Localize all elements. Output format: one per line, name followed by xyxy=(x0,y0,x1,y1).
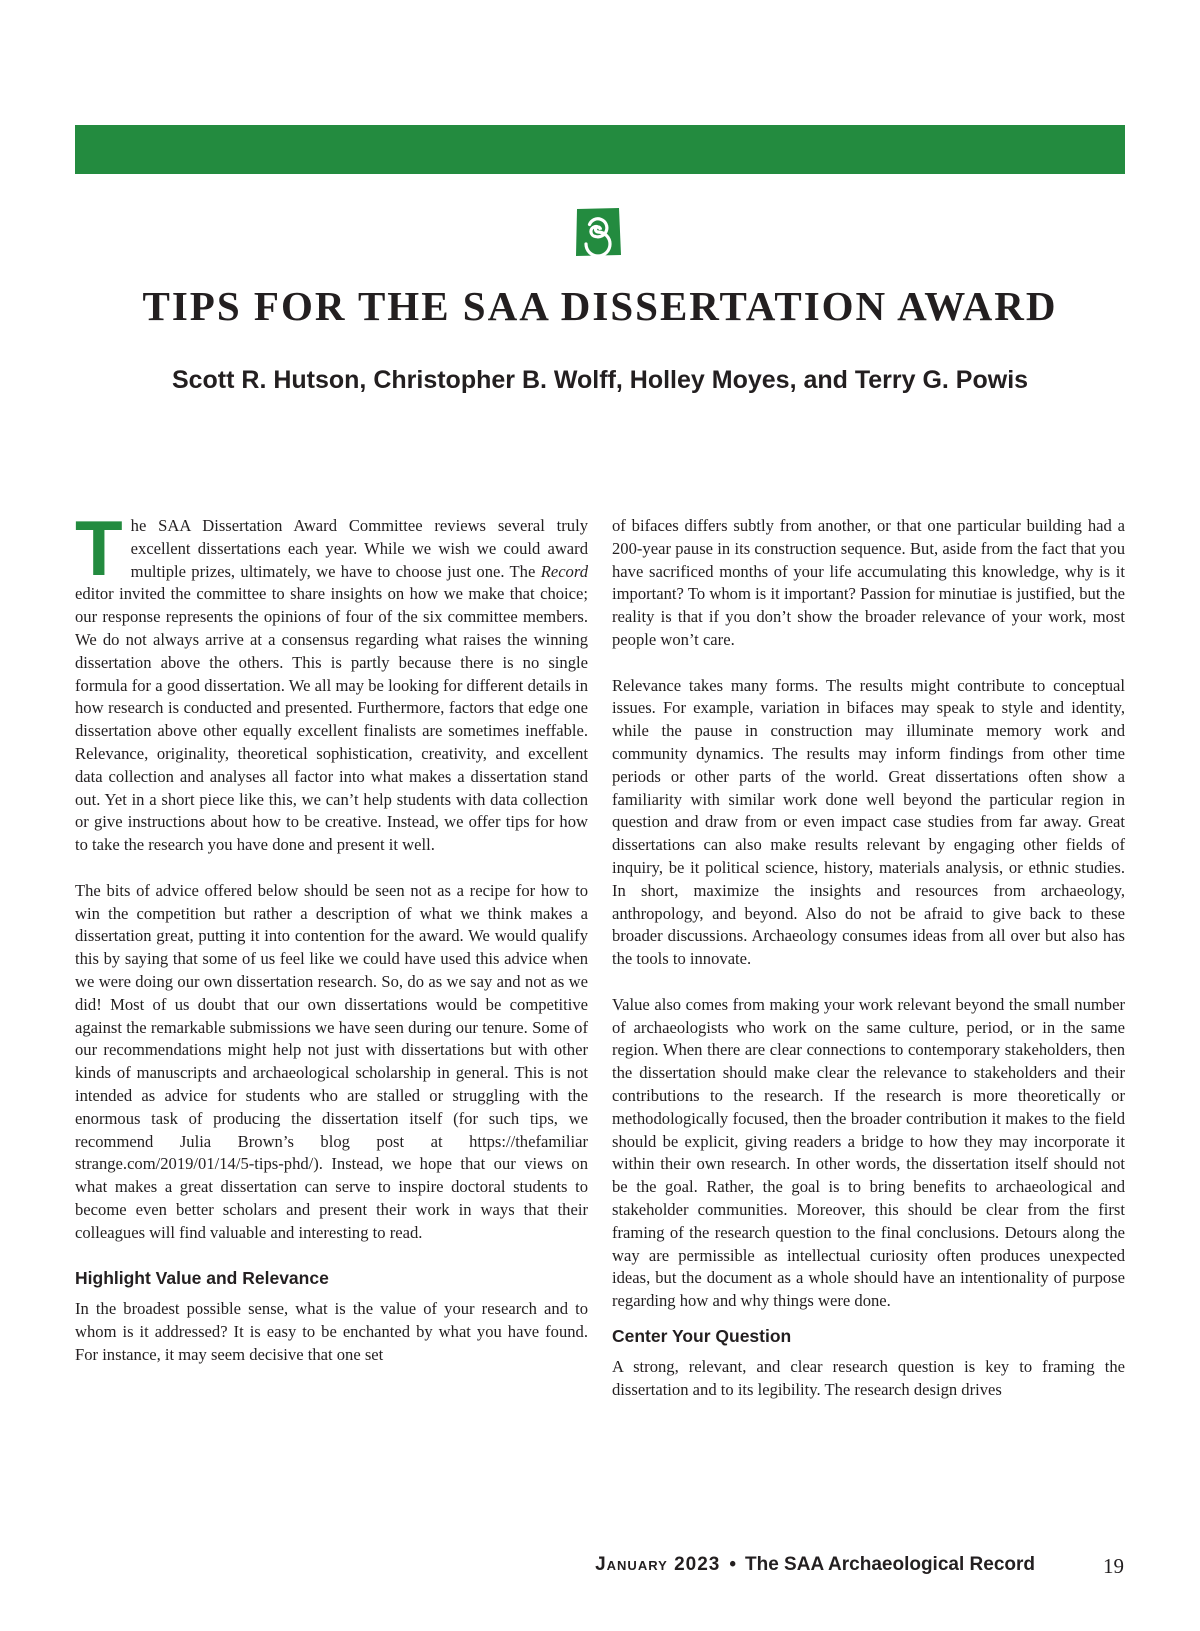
page-number: 19 xyxy=(1103,1554,1124,1578)
record-italic: Record xyxy=(540,561,588,581)
article-authors: Scott R. Hutson, Christopher B. Wolff, Holley Moyes, and Terry G. Powis xyxy=(171,366,1029,394)
body-paragraph: of bifaces differs subtly from another, or that one particular building had a 200-year pause in its construction sequence. But, aside from the fact that you have sacrificed months of your life accumulating this knowledge, why is it important? To whom is it important? Passion for minutiae is justified, but the reality is that if you don’t show the broader relevance of your work, most people won’t care. xyxy=(612,516,1125,649)
footer-issue-date: January 2023 xyxy=(595,1554,721,1575)
footer-bullet: • xyxy=(729,1554,736,1575)
body-paragraph: Relevance takes many forms. The results might contribute to conceptual issues. For example, variation in bifaces may speak to style and identity, while the pause in construction may illuminate memory work and community dynamics. The results may inform findings from other time periods or other parts of the world. Great dissertations often show a familiarity with similar work done well beyond the particular region in question and draw from or even impact case studies from far away. Great dissertations can also make results relevant by engaging other fields of inquiry, be it political science, history, materials analysis, or ethnic studies. In short, maximize the insights and resources from archaeology, anthropology, and beyond. Also do not be afraid to give back to these broader discussions. Archaeology consumes ideas from all over but also has the tools to innovate. xyxy=(612,675,1125,969)
body-paragraph: In the broadest possible sense, what is the value of your research and to whom is it addressed? It is easy to be enchanted by what you have found. For instance, it may seem decisive that one set xyxy=(75,1299,588,1364)
drop-cap: T xyxy=(75,504,123,592)
right-column xyxy=(612,515,1125,1401)
header-accent-bar xyxy=(75,125,1125,174)
section-heading-center-question: Center Your Question xyxy=(612,1325,792,1346)
body-paragraph: A strong, relevant, and clear research question is key to framing the dissertation and to its legibility. The research design drives xyxy=(612,1356,1125,1399)
left-column xyxy=(75,504,588,1367)
section-heading-value-relevance: Highlight Value and Relevance xyxy=(75,1268,329,1289)
body-paragraph: Value also comes from making your work relevant beyond the small number of archaeologists who work on the same culture, period, or in the same region. When there are clear connections to contemporary stakeholders, then the dissertation should make clear the relevance to stakeholders and their contributions to the research. If the research is more theoretically or methodologically focused, then the broader contribution it makes to the field should be explicit, giving readers a bridge to how they may incorporate it within their own research. In other words, the dissertation itself should not be the goal. Rather, the goal is to bring benefits to archaeological and stakeholder communities. Moreover, this should be clear from the first framing of the research question to the final conclusions. Detours along the way are permissible as intellectual curiosity often produces unexpected ideas, but the document as a whole should have an intentionality of purpose regarding how and why things were done. xyxy=(612,994,1125,1311)
footer-journal-name: The SAA Archaeological Record xyxy=(745,1554,1035,1575)
article-title: TIPS FOR THE SAA DISSERTATION AWARD xyxy=(142,283,1058,329)
footer-journal-line xyxy=(595,1554,1035,1576)
page-footer xyxy=(0,1554,1200,1584)
intro-paragraph: The SAA Dissertation Award Committee reviews several truly excellent dissertations each year. While we wish we could award multiple prizes, ultimately, we have to choose just one. The Record editor invited the committee to share insights on how we make that choice; our response represents the opinions of four of the six committee members. We do not always arrive at a consensus regarding what raises the winning dissertation above the others. This is partly because there is no single formula for a good dissertation. We all may be looking for different details in how research is conducted and presented. Furthermore, factors that edge one dissertation above other equally excellent finalists are sometimes ineffable. Relevance, originality, theoretical sophistication, creativity, and excellent data collection and analyses all factor into what makes a dissertation stand out. Yet in a short piece like this, we can’t help students with data collection or give instructions about how to be creative. Instead, we offer tips for how to take the research you have done and present it well. xyxy=(75,504,588,855)
body-paragraph: The bits of advice offered below should be seen not as a recipe for how to win the competition but rather a description of what we think makes a dissertation great, putting it into contention for the award. We would qualify this by saying that some of us feel like we could have used this advice when we were doing our own dissertation research. So, do as we say and not as we did! Most of us doubt that our own dissertations would be competitive against the remarkable submissions we have seen during our tenure. Some of our recommendations might help not just with dissertations but with other kinds of manuscripts and archaeological scholarship in general. This is not intended as advice for students who are stalled or struggling with the enormous task of producing the dissertation itself (for such tips, we recommend Julia Brown’s blog post at https://thefamiliar strange.com/2019/01/14/5-tips-phd/). Instead, we hope that our views on what makes a great dissertation can serve to inspire doctoral students to become even better scholars and present their work in ways that their colleagues will find valuable and interesting to read. xyxy=(75,880,588,1242)
spiral-icon xyxy=(573,206,623,258)
